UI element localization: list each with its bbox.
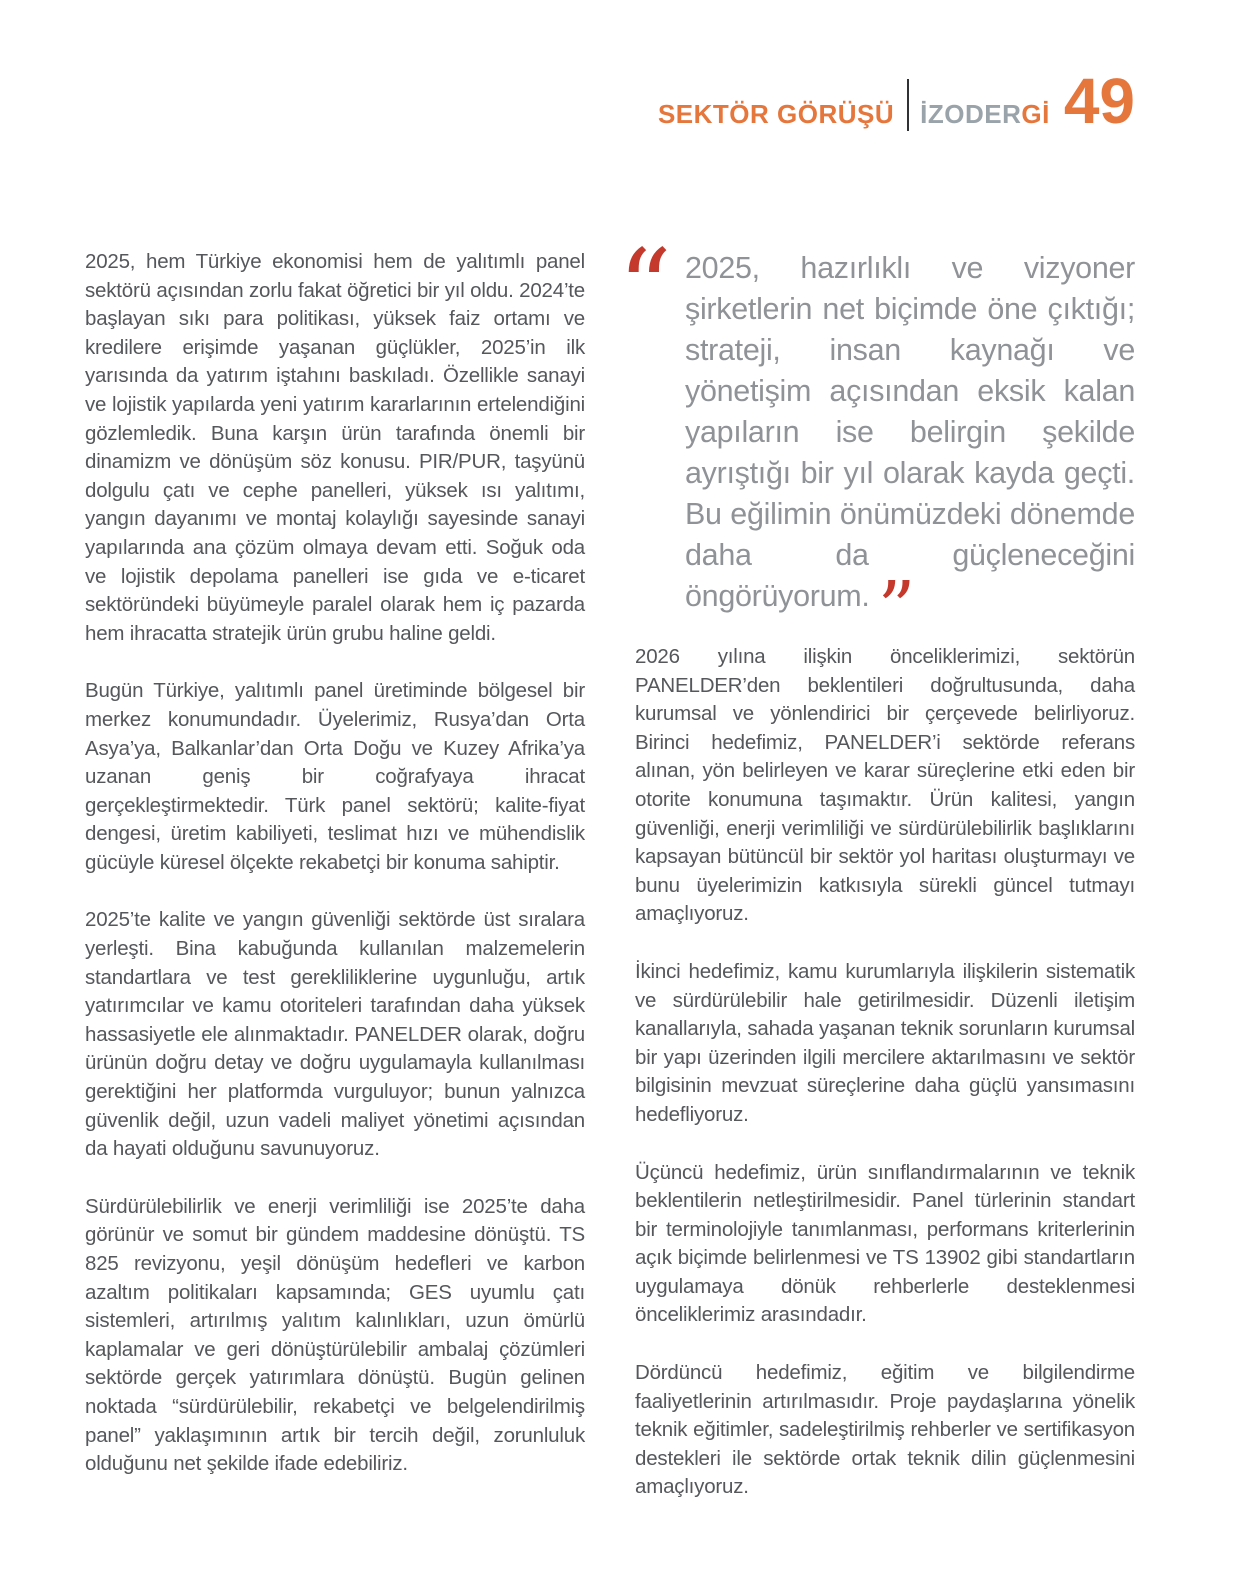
paragraph: 2026 yılına ilişkin önceliklerimizi, sektörün PANELDER’den beklentileri doğrultusunda, daha kurumsal ve yönlendirici bir çerçevede belirliyoruz. Birinci hedefimiz, PANELDER’i sektörde referans alınan, yön belirleyen ve karar süreçlerine etki eden bir otorite konumuna taşımaktır. Ürün kalitesi, yangın güvenliği, enerji verimliliği ve sürdürülebilirlik başlıklarını kapsayan bütüncül bir sektör yol haritası oluşturmayı ve bunu üyelerimizin katkısıyla sürekli güncel tutmayı amaçlıyoruz.: [635, 645, 1135, 926]
section-label: SEKTÖR GÖRÜŞÜ: [657, 99, 895, 129]
right-column: [618, 227, 1135, 1531]
pull-quote: [618, 227, 1135, 653]
magazine-wordmark-orange: Gİ: [1021, 99, 1050, 129]
magazine-wordmark-gray: İZODER: [920, 99, 1022, 129]
article-body: [85, 227, 1135, 1531]
left-column: [85, 248, 585, 1531]
open-quote-icon: “: [618, 227, 666, 349]
pull-quote-body: 2025, hazırlıklı ve vizyoner şirketlerin net biçimde öne çıktığı; strateji, insan kaynağı ve yönetişim açısından eksik kalan yapıların ise belirgin şekilde ayrıştığı bir yıl olarak kayda geçti. Bu eğilimin önümüzdeki dönemde daha da güçleneceğini öngörüyorum.: [685, 251, 1135, 613]
paragraph: Üçüncü hedefimiz, ürün sınıflandırmalarının ve teknik beklentilerin netleştirilmesidir. Panel türlerinin standart bir terminolojiyle tanımlanması, performans kriterlerinin açık biçimde belirlenmesi ve TS 13902 gibi standartların uygulamaya dönük rehberlerle desteklenmesi önceliklerimiz arasındadır.: [635, 1160, 1135, 1327]
magazine-wordmark: [920, 99, 1050, 130]
paragraph: Dördüncü hedefimiz, eğitim ve bilgilendirme faaliyetlerinin artırılmasıdır. Proje paydaşlarına yönelik teknik eğitimler, sadeleştirilmiş rehberler ve sertifikasyon destekleri ile sektörde ortak teknik dilin güçlenmesini amaçlıyoruz.: [635, 1361, 1135, 1499]
paragraph: 2025’te kalite ve yangın güvenliği sektörde üst sıralara yerleşti. Bina kabuğunda kullanılan malzemelerin standartlara ve test gerekliliklerine uygunluğu, artık yatırımcılar ve kamu otoriteleri tarafından daha yüksek hassasiyetle ele alınmaktadır. PANELDER olarak, doğru ürünün doğru detay ve doğru uygulamayla kullanılması gerektiğini her platformda vurguluyor; bunun yalnızca güvenlik değil, uzun vadeli maliyet yönetimi açısından da hayati olduğunu savunuyoruz.: [85, 908, 585, 1161]
header-divider: [907, 79, 909, 131]
paragraph: 2025, hem Türkiye ekonomisi hem de yalıtımlı panel sektörü açısından zorlu fakat öğretici bir yıl oldu. 2024’te başlayan sıkı para politikası, yüksek faiz ortamı ve kredilere erişimde yaşanan güçlükler, 2025’in ilk yarısında da yatırım iştahını baskıladı. Özellikle sanayi ve lojistik yapılarda yeni yatırım kararlarının ertelendiğini gözlemledik. Buna karşın ürün tarafında önemli bir dinamizm ve dönüşüm söz konusu. PIR/PUR, taşyünü dolgulu çatı ve cephe panelleri, yüksek ısı yalıtımı, yangın dayanımı ve montaj kolaylığı sayesinde sanayi yapılarında ana çözüm olmaya devam etti. Soğuk oda ve lojistik depolama panelleri ise gıda ve e-ticaret sektöründeki büyümeyle paralel olarak hem iç pazarda hem ihracatta stratejik ürün grubu haline geldi.: [85, 250, 585, 645]
paragraph: Bugün Türkiye, yalıtımlı panel üretiminde bölgesel bir merkez konumundadır. Üyelerimiz, Rusya’dan Orta Asya’ya, Balkanlar’dan Orta Doğu ve Kuzey Afrika’ya uzanan geniş bir coğrafyaya ihracat gerçekleştirmektedir. Türk panel sektörü; kalite-fiyat dengesi, üretim kabiliyeti, teslimat hızı ve mühendislik gücüyle küresel ölçekte rekabetçi bir konuma sahiptir.: [85, 679, 585, 874]
page-number: 49: [1063, 65, 1135, 137]
page-header: [657, 65, 1135, 137]
close-quote-icon: ”: [877, 566, 912, 653]
paragraph: İkinci hedefimiz, kamu kurumlarıyla ilişkilerin sistematik ve sürdürülebilir hale getirilmesidir. Düzenli iletişim kanallarıyla, sahada yaşanan teknik sorunların kurumsal bir yapı üzerinden ilgili mercilere aktarılmasını ve sektör bilgisinin mevzuat süreçlerine daha güçlü yansımasını hedefliyoruz.: [635, 959, 1135, 1126]
paragraph: Sürdürülebilirlik ve enerji verimliliği ise 2025’te daha görünür ve somut bir gündem maddesine dönüştü. TS 825 revizyonu, yeşil dönüşüm hedefleri ve karbon azaltım politikaları kapsamında; GES uyumlu çatı sistemleri, artırılmış yalıtım kalınlıkları, uzun ömürlü kaplamalar ve geri dönüştürülebilir ambalaj çözümleri sektörde gerçek yatırımlara dönüştü. Bugün gelinen noktada “sürdürülebilir, rekabetçi ve belgelendirilmiş panel” yaklaşımının artık bir tercih değil, zorunluluk olduğunu net şekilde ifade edebiliriz.: [85, 1194, 585, 1476]
pull-quote-text: [685, 248, 1135, 653]
